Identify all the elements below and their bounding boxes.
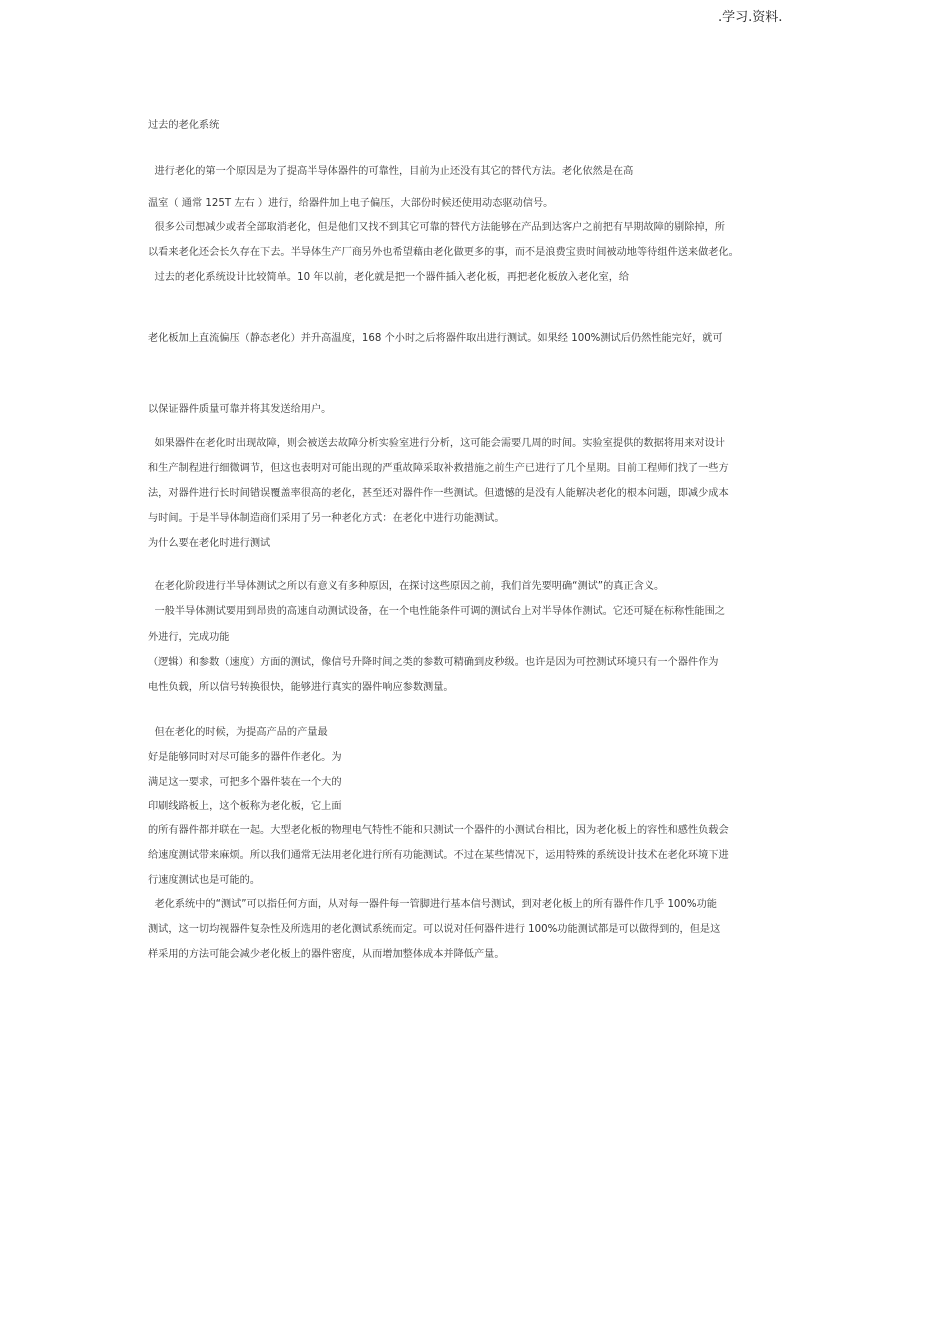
text-line: 和生产制程进行细微调节，但这也表明对可能出现的严重故障采取补救措施之前生产已进行了几个星期。目前工程师们找了一些方 — [148, 463, 729, 474]
text-line: （逻辑）和参数（速度）方面的测试，像信号升降时间之类的参数可精确到皮秒级。也许是因为可控测试环境只有一个器件作为 — [148, 657, 719, 668]
text-line: 以看来老化还会长久存在下去。半导体生产厂商另外也希望藉由老化做更多的事，而不是浪费宝贵时间被动地等待组件送来做老化。 — [148, 247, 739, 258]
text-line: 过去的老化系统设计比较简单。10 年以前，老化就是把一个器件插入老化板，再把老化板放入老化室，给 — [148, 272, 630, 283]
text-line: 以保证器件质量可靠并将其发送给用户。 — [148, 404, 332, 415]
text-line: 老化板加上直流偏压（静态老化）并升高温度，168 个小时之后将器件取出进行测试。如果经 100%测试后仍然性能完好，就可 — [148, 333, 723, 344]
text-line: 温室（ 通常 125T 左右 ）进行，给器件加上电子偏压，大部份时候还使用动态驱动信号。 — [148, 198, 554, 209]
section-heading: 过去的老化系统 — [148, 120, 220, 131]
text-line: 印刷线路板上，这个板称为老化板，它上面 — [148, 801, 342, 812]
text-line: 进行老化的第一个原因是为了提高半导体器件的可靠性，目前为止还没有其它的替代方法。老化依然是在高 — [148, 166, 634, 177]
text-line: 满足这一要求，可把多个器件装在一个大的 — [148, 777, 342, 788]
section-heading: 为什么要在老化时进行测试 — [148, 538, 271, 549]
text-line: 一般半导体测试要用到昂贵的高速自动测试设备，在一个电性能条件可调的测试台上对半导体作测试。它还可疑在标称性能围之 — [148, 606, 725, 617]
text-line: 电性负载，所以信号转换很快，能够进行真实的器件响应参数测量。 — [148, 682, 454, 693]
text-line: 的所有器件都并联在一起。大型老化板的物理电气特性不能和只测试一个器件的小测试台相比，因为老化板上的容性和感性负载会 — [148, 825, 729, 836]
text-line: 如果器件在老化时出现故障，则会被送去故障分析实验室进行分析，这可能会需要几周的时间。实验室提供的数据将用来对设计 — [148, 438, 725, 449]
text-line: 给速度测试带来麻烦。所以我们通常无法用老化进行所有功能测试。不过在某些情况下，运用特殊的系统设计技术在老化环境下进 — [148, 850, 729, 861]
text-line: 外进行，完成功能 — [148, 632, 230, 643]
text-line: 测试，这一切均视器件复杂性及所选用的老化测试系统而定。可以说对任何器件进行 100%功能测试都是可以做得到的，但是这 — [148, 924, 721, 935]
text-line: 与时间。于是半导体制造商们采用了另一种老化方式：在老化中进行功能测试。 — [148, 513, 505, 524]
text-line: 很多公司想减少或者全部取消老化，但是他们又找不到其它可靠的替代方法能够在产品到达客户之前把有早期故障的剔除掉，所 — [148, 222, 725, 233]
text-line: 法，对器件进行长时间错误覆盖率很高的老化，甚至还对器件作一些测试。但遗憾的是没有人能解决老化的根本问题，即减少成本 — [148, 488, 729, 499]
page-header-watermark: .学习.资料. — [718, 10, 783, 25]
text-line: 在老化阶段进行半导体测试之所以有意义有多种原因，在探讨这些原因之前，我们首先要明确“测试”的真正含义。 — [148, 581, 665, 592]
text-line: 行速度测试也是可能的。 — [148, 875, 261, 886]
text-line: 但在老化的时候，为提高产品的产量最 — [148, 727, 328, 738]
text-line: 样采用的方法可能会减少老化板上的器件密度，从而增加整体成本并降低产量。 — [148, 949, 505, 960]
text-line: 老化系统中的“测试”可以指任何方面，从对每一器件每一管脚进行基本信号测试，到对老化板上的所有器件作几乎 100%功能 — [148, 899, 717, 910]
text-line: 好是能够同时对尽可能多的器件作老化。为 — [148, 752, 342, 763]
